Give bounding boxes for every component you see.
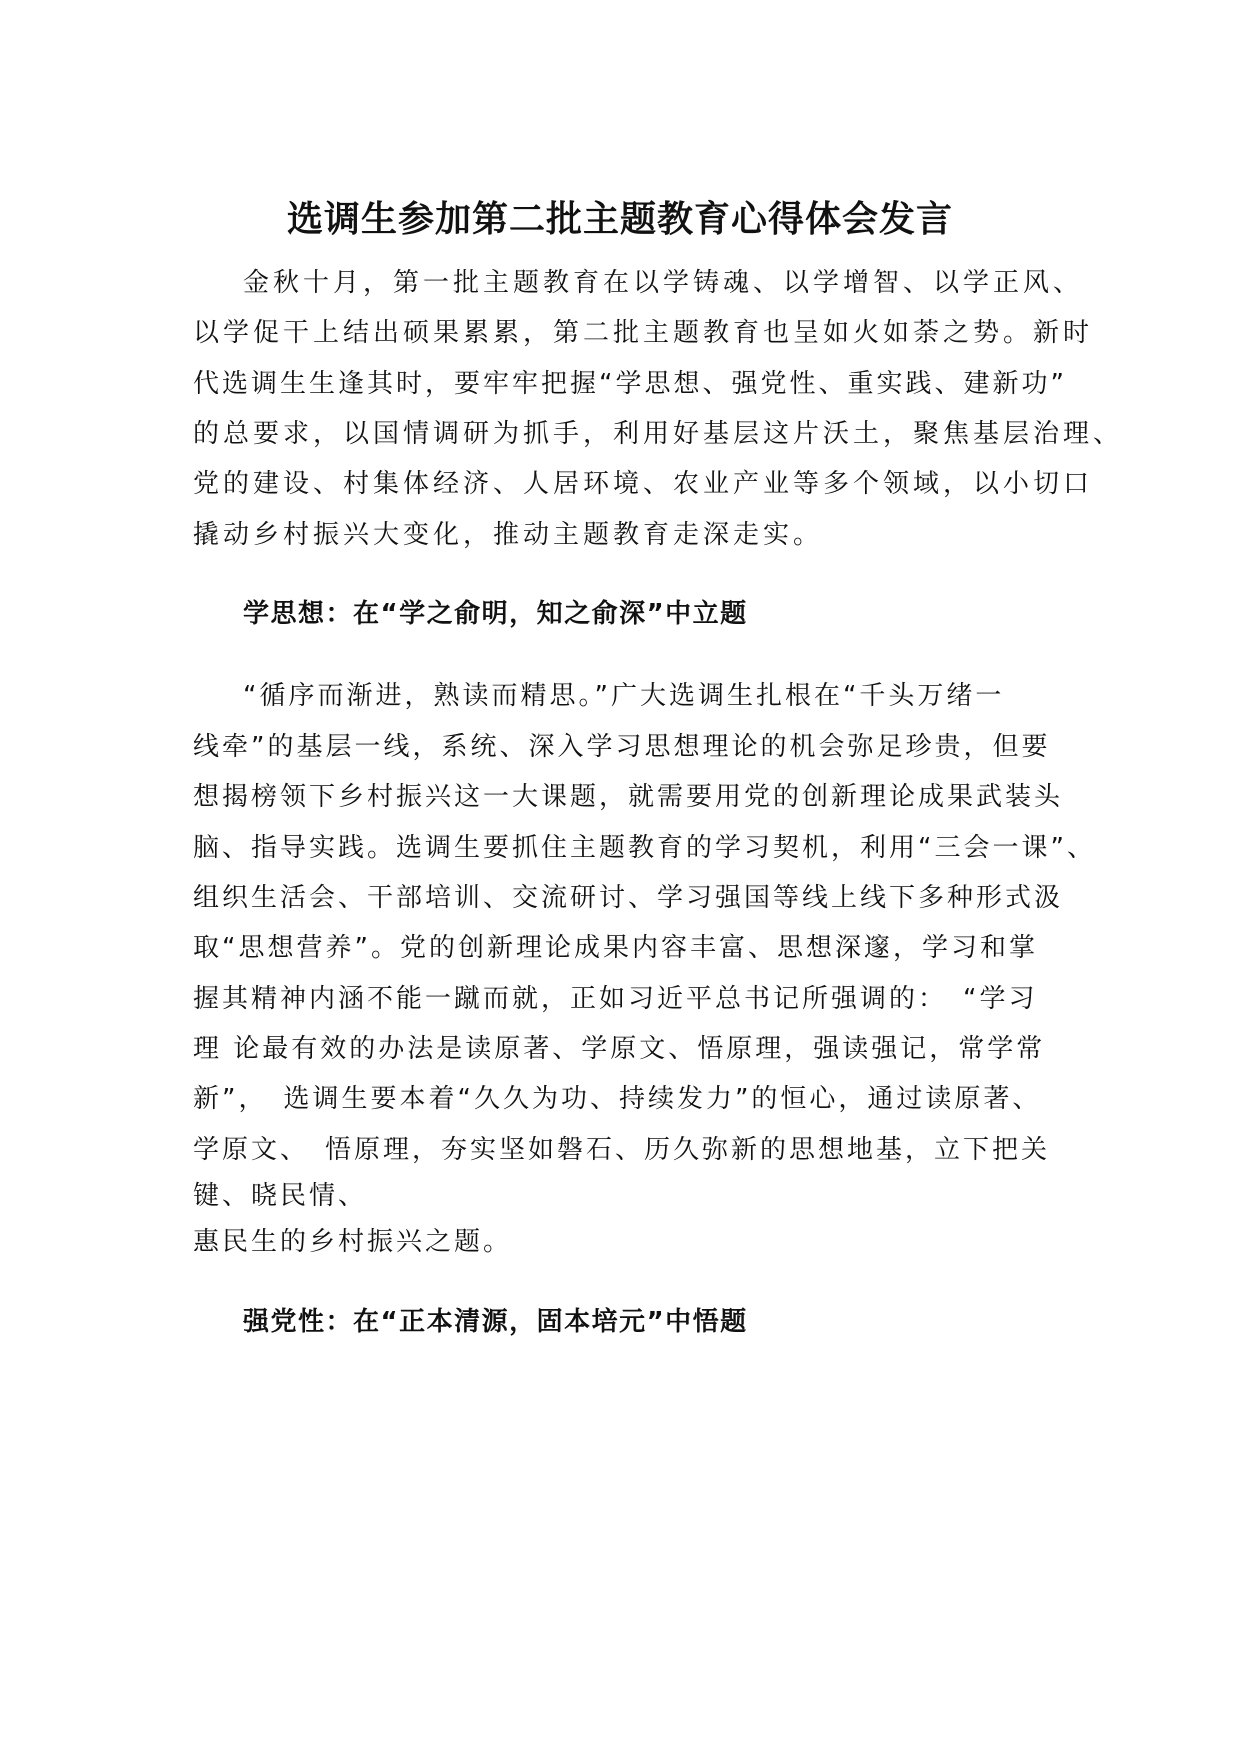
intro-line-1: 金秋十月，第一批主题教育在以学铸魂、以学增智、以学正风、 — [243, 268, 1084, 298]
section1-line-3: 想揭榜领下乡村振兴这一大课题，就需要用党的创新理论成果武装头 — [193, 782, 1064, 812]
section1-line-5: 组织生活会、干部培训、交流研讨、学习强国等线上线下多种形式汲 — [193, 883, 1064, 913]
section1-line-2: 线牵”的基层一线，系统、深入学习思想理论的机会弥足珍贵，但要 — [193, 732, 1051, 762]
section1-line-4: 脑、指导实践。选调生要抓住主题教育的学习契机，利用“三会一课”、 — [193, 833, 1096, 863]
section1-line-11: 键、晓民情、 — [193, 1181, 368, 1211]
section1-line-12: 惠民生的乡村振兴之题。 — [193, 1227, 513, 1257]
section1-line-9: 新”， 选调生要本着“久久为功、持续发力”的恒心，通过读原著、 — [193, 1084, 1042, 1114]
intro-line-2: 以学促干上结出硕果累累，第二批主题教育也呈如火如荼之势。新时 — [193, 318, 1094, 348]
document-title: 选调生参加第二批主题教育心得体会发言 — [286, 199, 953, 240]
intro-line-6: 撬动乡村振兴大变化，推动主题教育走深走实。 — [193, 520, 824, 550]
section1-line-7: 握其精神内涵不能一蹴而就，正如习近平总书记所强调的： “学习 — [193, 984, 1038, 1014]
section1-line-10: 学原文、 悟原理，夯实坚如磐石、历久弥新的思想地基，立下把关 — [193, 1135, 1051, 1165]
intro-line-5: 党的建设、村集体经济、人居环境、农业产业等多个领域，以小切口 — [193, 469, 1094, 499]
intro-line-3: 代选调生生逢其时，要牢牢把握“学思想、强党性、重实践、建新功” — [193, 369, 1067, 399]
section-heading-strengthen-party-spirit: 强党性：在“正本清源，固本培元”中悟题 — [243, 1307, 748, 1337]
intro-line-4: 的总要求，以国情调研为抓手，利用好基层这片沃土，聚焦基层治理、 — [193, 419, 1124, 449]
section1-line-6: 取“思想营养”。党的创新理论成果内容丰富、思想深邃，学习和掌 — [193, 933, 1038, 963]
section1-line-8: 理 论最有效的办法是读原著、学原文、悟原理，强读强记，常学常 — [193, 1034, 1046, 1064]
section-heading-study-thought: 学思想：在“学之俞明，知之俞深”中立题 — [243, 599, 748, 629]
section1-line-1: “循序而渐进，熟读而精思。”广大选调生扎根在“千头万绪一 — [243, 681, 1005, 711]
